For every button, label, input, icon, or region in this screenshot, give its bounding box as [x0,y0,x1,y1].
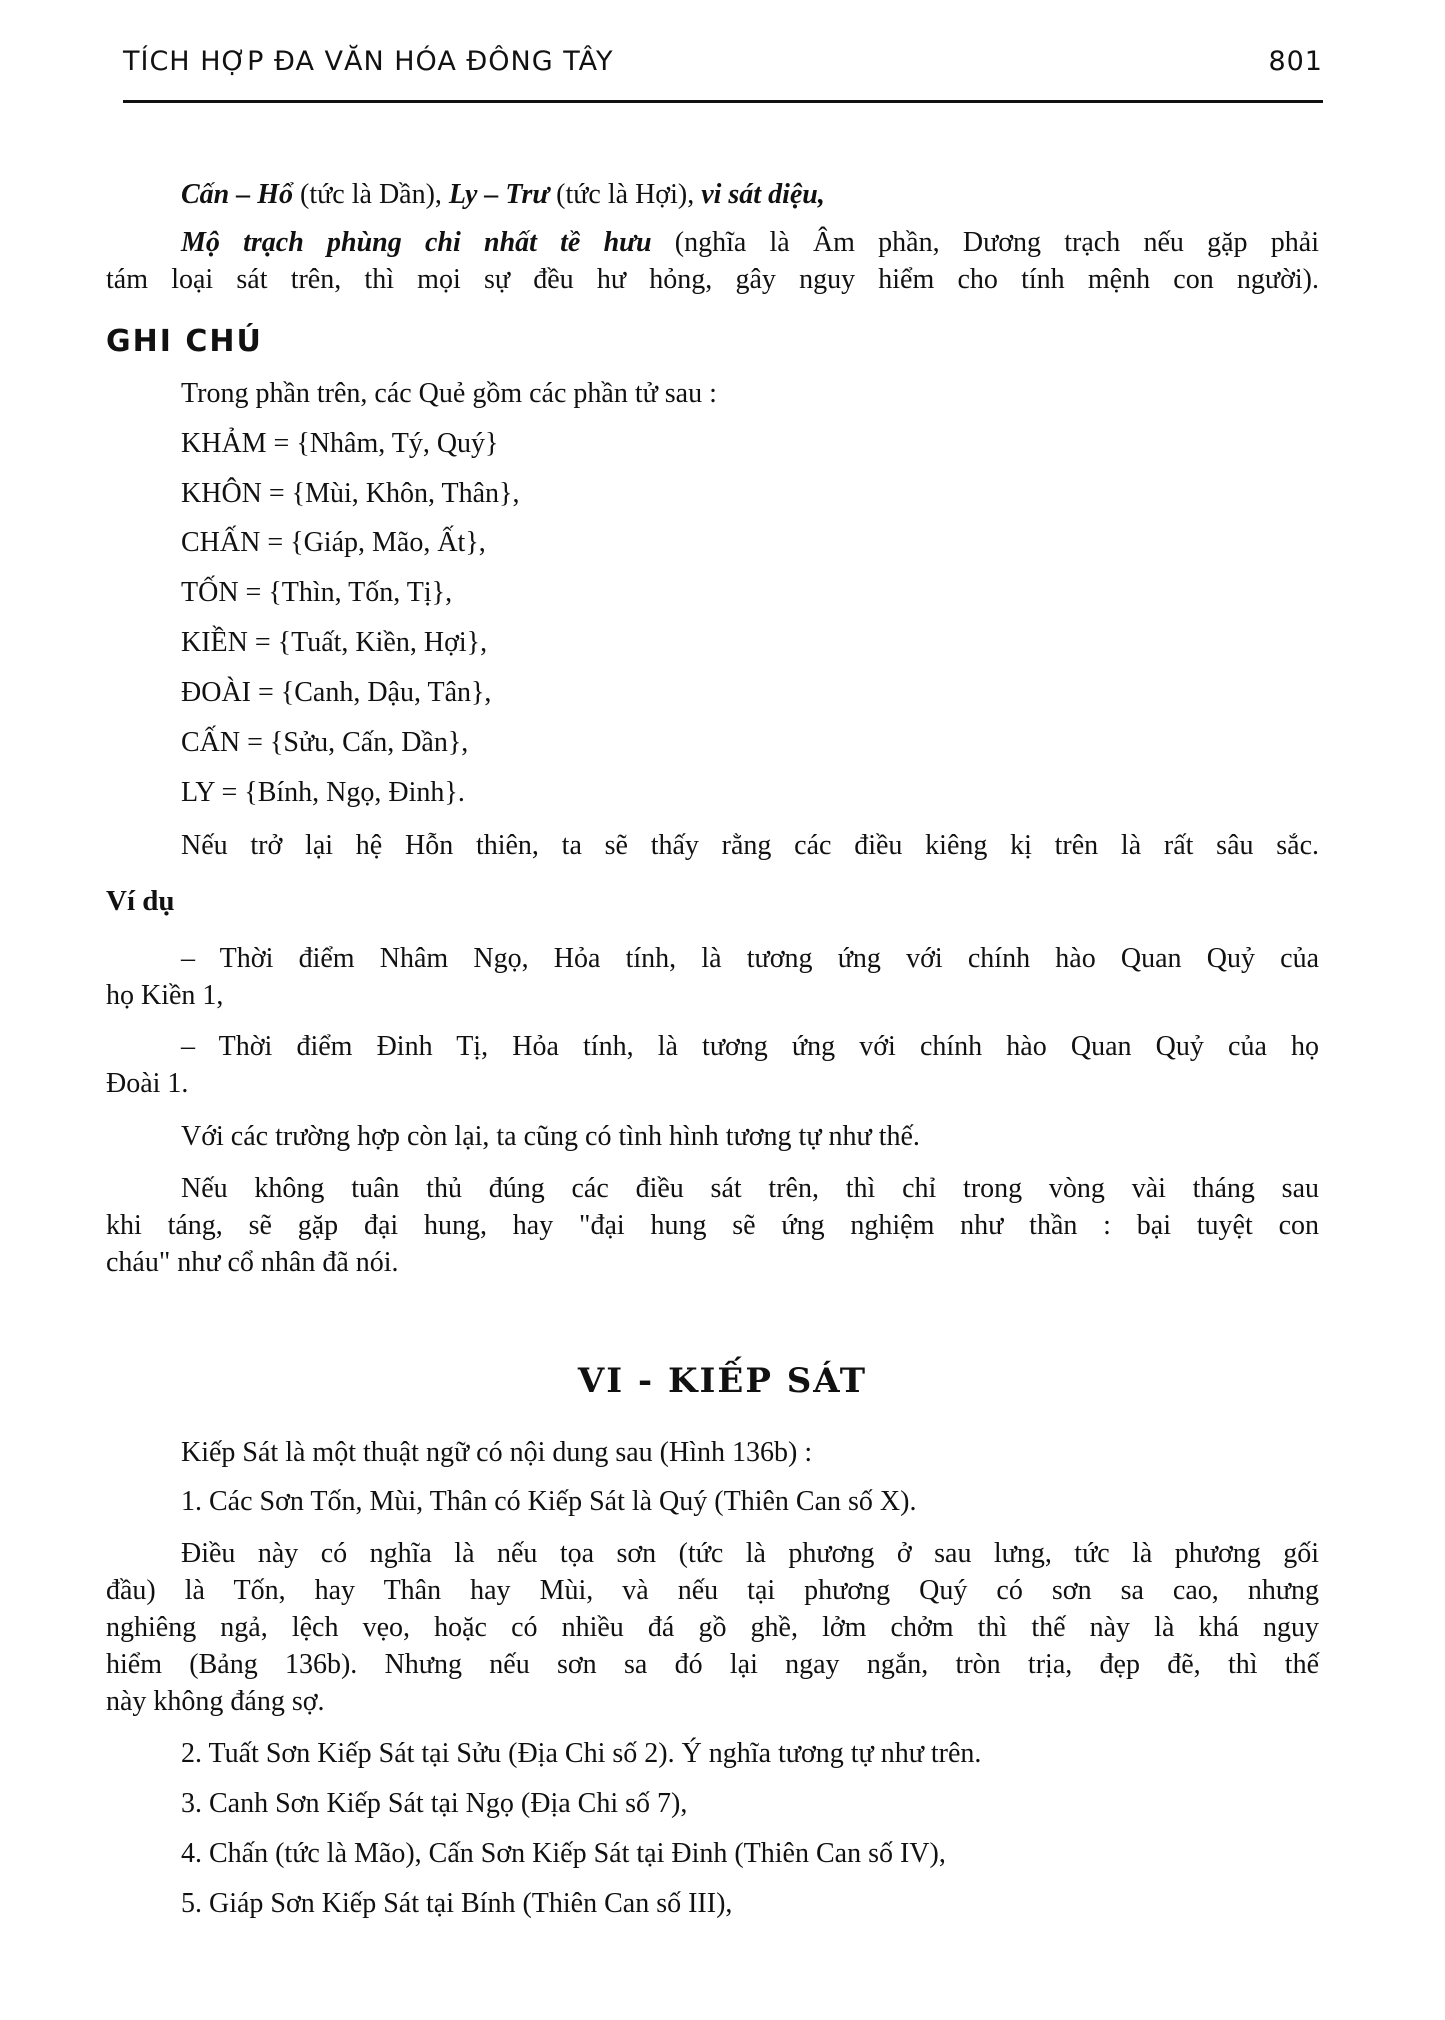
section-item-2: 2. Tuất Sơn Kiếp Sát tại Sửu (Địa Chi số 2). Ý nghĩa tương tự như trên. [181,1738,982,1769]
vidu-paragraph-2-line-2: khi táng, sẽ gặp đại hung, hay "đại hung sẽ ứng nghiệm như thần : bại tuyệt con [106,1210,1319,1241]
section-para-line-2: đầu) là Tốn, hay Thân hay Mùi, và nếu tại phương Quý có sơn sa cao, nhưng [106,1575,1319,1606]
section-item-1: 1. Các Sơn Tốn, Mùi, Thân có Kiếp Sát là Quý (Thiên Can số X). [181,1486,917,1517]
section-item-4: 4. Chấn (tức là Mão), Cấn Sơn Kiếp Sát tại Đinh (Thiên Can số IV), [181,1838,946,1869]
section-para-line-4: hiểm (Bảng 136b). Nhưng nếu sơn sa đó lại ngay ngắn, tròn trịa, đẹp đẽ, thì thế [106,1649,1319,1680]
running-title: TÍCH HỢP ĐA VĂN HÓA ĐÔNG TÂY [123,46,614,77]
section-item-3: 3. Canh Sơn Kiếp Sát tại Ngọ (Địa Chi số 7), [181,1788,688,1819]
section-para-line-3: nghiêng ngả, lệch vẹo, hoặc có nhiều đá gồ ghề, lởm chởm thì thế này là khá nguy [106,1612,1319,1643]
section-item-5: 5. Giáp Sơn Kiếp Sát tại Bính (Thiên Can số III), [181,1888,733,1919]
example-2-line-1: – Thời điểm Đinh Tị, Hỏa tính, là tương ứng với chính hào Quan Quỷ của họ [181,1031,1319,1062]
ghichu-item: CHẤN = {Giáp, Mão, Ất}, [181,527,486,558]
ghichu-item: KIỀN = {Tuất, Kiền, Hợi}, [181,627,488,658]
ghichu-conclusion: Nếu trở lại hệ Hỗn thiên, ta sẽ thấy rằng các điều kiêng kị trên là rất sâu sắc. [181,830,1319,861]
intro-line-3: tám loại sát trên, thì mọi sự đều hư hỏng, gây nguy hiểm cho tính mệnh con người). [106,264,1319,295]
ghichu-item: TỐN = {Thìn, Tốn, Tị}, [181,577,453,608]
vidu-paragraph-2-line-1: Nếu không tuân thủ đúng các điều sát trên, thì chỉ trong vòng vài tháng sau [181,1173,1319,1204]
ghichu-item: ĐOÀI = {Canh, Dậu, Tân}, [181,677,492,708]
page-number: 801 [1268,46,1323,77]
example-2-line-2: Đoài 1. [106,1068,189,1099]
vidu-heading: Ví dụ [106,885,175,917]
vidu-paragraph-1: Với các trường hợp còn lại, ta cũng có tình hình tương tự như thế. [181,1121,920,1152]
header-rule [123,100,1323,103]
section-para-line-5: này không đáng sợ. [106,1686,325,1717]
section-intro: Kiếp Sát là một thuật ngữ có nội dung sau (Hình 136b) : [181,1437,813,1468]
intro-line-2: Mộ trạch phùng chi nhất tề hưu (nghĩa là Âm phần, Dương trạch nếu gặp phải [181,227,1319,258]
ghichu-item: CẤN = {Sửu, Cấn, Dần}, [181,727,469,758]
ghichu-item: LY = {Bính, Ngọ, Đinh}. [181,777,465,808]
running-header [123,38,1323,88]
ghichu-intro: Trong phần trên, các Quẻ gồm các phần tử sau : [181,378,717,409]
ghichu-item: KHẢM = {Nhâm, Tý, Quý} [181,428,499,459]
section-para-line-1: Điều này có nghĩa là nếu tọa sơn (tức là phương ở sau lưng, tức là phương gối [181,1538,1319,1569]
vidu-paragraph-2-line-3: cháu" như cổ nhân đã nói. [106,1247,399,1278]
section-title: VI - KIẾP SÁT [577,1361,868,1401]
ghichu-item: KHÔN = {Mùi, Khôn, Thân}, [181,478,520,509]
example-1-line-2: họ Kiền 1, [106,980,224,1011]
example-1-line-1: – Thời điểm Nhâm Ngọ, Hỏa tính, là tương ứng với chính hào Quan Quỷ của [181,943,1319,974]
ghichu-heading: GHI CHÚ [106,324,263,359]
intro-line-1: Cấn – Hổ (tức là Dần), Ly – Trư (tức là Hợi), vi sát diệu, [181,179,825,210]
